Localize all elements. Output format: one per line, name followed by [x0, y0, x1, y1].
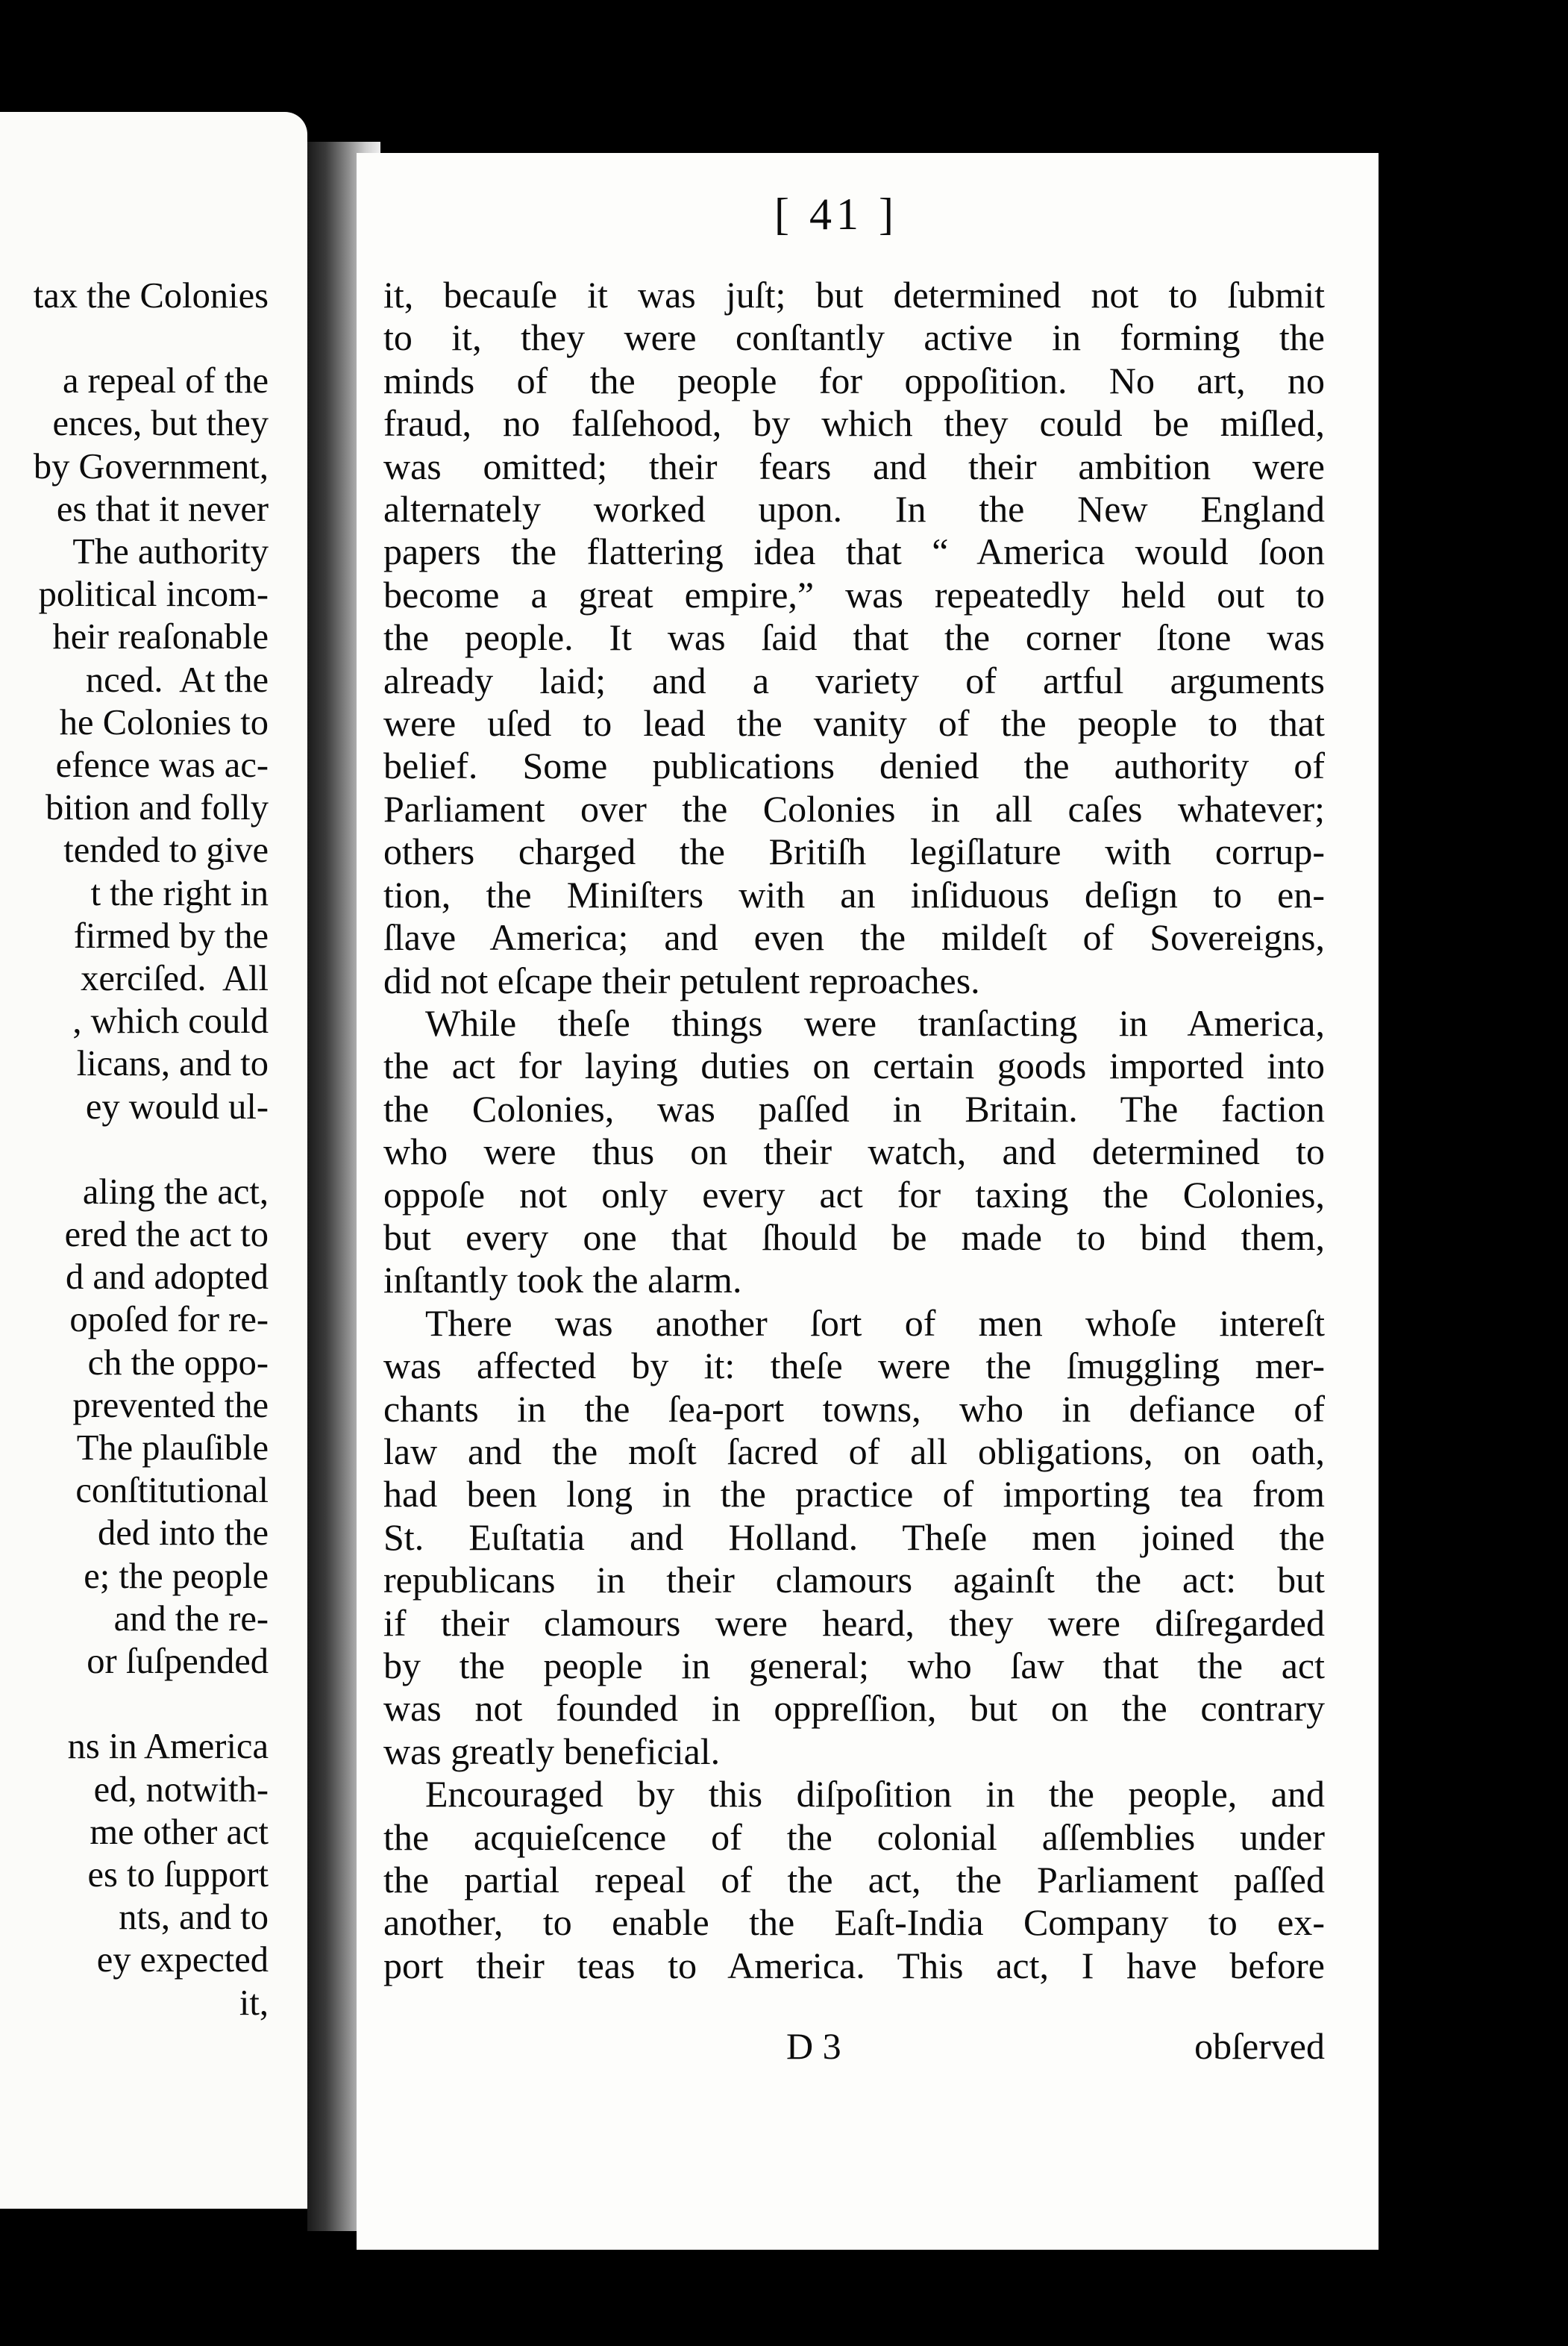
- blank-line: [34, 1128, 269, 1171]
- text-line: law and the moſt ſacred of all obligations, on oath,: [383, 1430, 1325, 1472]
- left-page-text: [34, 275, 269, 2024]
- left-page-line: nced. At the: [85, 660, 269, 700]
- text-line: the act for laying duties on certain goods imported into: [383, 1045, 1325, 1087]
- text-line: belief. Some publications denied the authority of: [383, 745, 1325, 787]
- text-line: the acquieſcence of the colonial aſſemblies under: [383, 1815, 1325, 1858]
- left-page-line: a repeal of the: [62, 361, 269, 401]
- text-line: was greatly beneficial.: [383, 1730, 721, 1772]
- text-line: was not founded in oppreſſion, but on the contrary: [383, 1687, 1325, 1730]
- text-line: chants in the ſea-port towns, who in defiance of: [383, 1387, 1325, 1430]
- text-line: another, to enable the Eaſt-India Company to ex-: [383, 1901, 1325, 1944]
- text-line: While theſe things were tranſacting in America,: [425, 1001, 1325, 1044]
- text-line: already laid; and a variety of artful arguments: [383, 659, 1325, 701]
- text-line: inſtantly took the alarm.: [383, 1259, 742, 1301]
- text-line: ſlave America; and even the mildeſt of Sovereigns,: [383, 916, 1325, 959]
- left-page-line: ns in America: [67, 1727, 269, 1767]
- left-page-line: d and adopted: [65, 1257, 269, 1298]
- text-line: were uſed to lead the vanity of the people to that: [383, 702, 1325, 745]
- left-page-line: ered the act to: [64, 1215, 269, 1255]
- left-facing-page: [0, 112, 307, 2209]
- left-page-line: ch the oppo-: [87, 1342, 269, 1383]
- left-page-line: firmed by the: [73, 916, 269, 956]
- left-page-line: , which could: [72, 1001, 269, 1042]
- left-page-line: es to ſupport: [87, 1854, 269, 1895]
- page-number: [ 41 ]: [774, 190, 898, 239]
- left-page-line: ey would ul-: [85, 1086, 269, 1127]
- left-page-line: aling the act,: [82, 1172, 269, 1212]
- signature-mark: D 3: [786, 2025, 841, 2067]
- left-page-line: xerciſed. All: [81, 959, 269, 999]
- blank-line: [34, 317, 269, 360]
- left-page-line: me other act: [90, 1812, 269, 1852]
- text-line: was omitted; their fears and their ambition were: [383, 445, 1325, 487]
- left-page-line: t the right in: [90, 873, 269, 913]
- left-page-line: es that it never: [56, 489, 269, 529]
- text-line: minds of the people for oppoſition. No art, no: [383, 359, 1325, 401]
- left-page-line: prevented the: [72, 1385, 269, 1425]
- left-page-line: The plauſible: [76, 1428, 269, 1468]
- left-page-line: conſtitutional: [75, 1471, 269, 1511]
- left-page-line: efence was ac-: [55, 745, 269, 786]
- right-page: [357, 153, 1379, 2250]
- text-line: oppoſe not only every act for taxing the Colonies,: [383, 1173, 1325, 1216]
- text-line: did not eſcape their petulent reproaches.: [383, 959, 980, 1001]
- left-page-line: tended to give: [63, 831, 269, 871]
- left-page-line: political incom-: [38, 575, 269, 615]
- text-line: tion, the Miniſters with an inſiduous deſign to en-: [383, 873, 1325, 916]
- left-page-line: The authority: [72, 532, 269, 572]
- left-page-line: and the re-: [113, 1598, 269, 1639]
- text-line: the Colonies, was paſſed in Britain. The faction: [383, 1087, 1325, 1130]
- catchword: obſerved: [1194, 2025, 1325, 2067]
- left-page-line: by Government,: [33, 446, 269, 487]
- text-line: republicans in their clamours againſt the act: but: [383, 1559, 1325, 1601]
- text-line: the partial repeal of the act, the Parliament paſſed: [383, 1859, 1325, 1901]
- text-line: had been long in the practice of importing tea from: [383, 1473, 1325, 1515]
- left-page-line: opoſed for re-: [69, 1300, 269, 1340]
- text-line: fraud, no falſehood, by which they could be miſled,: [383, 402, 1325, 445]
- left-page-line: ded into the: [98, 1513, 269, 1554]
- left-page-line: e; the people: [84, 1556, 269, 1596]
- text-line: There was another ſort of men whoſe intereſt: [425, 1301, 1325, 1344]
- left-page-line: ey expected: [96, 1940, 269, 1980]
- left-page-line: heir reaſonable: [52, 617, 269, 657]
- page-footer: [383, 2024, 1325, 2069]
- text-line: if their clamours were heard, they were diſregarded: [383, 1601, 1325, 1644]
- left-page-line: licans, and to: [76, 1044, 269, 1084]
- left-page-line: ences, but they: [52, 404, 269, 444]
- text-line: papers the flattering idea that “ America would ſoon: [383, 531, 1325, 573]
- left-page-line: he Colonies to: [59, 702, 269, 742]
- body-text: [383, 274, 1325, 1987]
- left-page-line: ed, notwith-: [93, 1769, 269, 1809]
- text-line: by the people in general; who ſaw that the act: [383, 1645, 1325, 1686]
- left-page-line: it,: [239, 1983, 269, 2023]
- text-line: become a great empire,” was repeatedly held out to: [383, 573, 1325, 616]
- text-line: the people. It was ſaid that the corner ſtone was: [383, 616, 1325, 659]
- text-line: it, becauſe it was juſt; but determined not to ſubmit: [383, 274, 1325, 316]
- text-line: alternately worked upon. In the New England: [383, 488, 1325, 531]
- text-line: but every one that ſhould be made to bind them,: [383, 1216, 1325, 1258]
- left-page-line: tax the Colonies: [33, 276, 269, 316]
- text-line: was affected by it: theſe were the ſmuggling mer-: [383, 1345, 1325, 1387]
- text-line: Encouraged by this diſpoſition in the people, and: [425, 1773, 1325, 1815]
- text-line: others charged the Britiſh legiſlature with corrup-: [383, 831, 1325, 873]
- blank-line: [34, 1683, 269, 1725]
- left-page-line: nts, and to: [119, 1898, 269, 1938]
- text-line: who were thus on their watch, and determined to: [383, 1130, 1325, 1173]
- text-line: to it, they were conſtantly active in forming the: [383, 316, 1325, 359]
- text-line: St. Euſtatia and Holland. Theſe men joined the: [383, 1515, 1325, 1558]
- left-page-line: bition and folly: [45, 788, 269, 828]
- text-line: port their teas to America. This act, I have before: [383, 1944, 1325, 1986]
- left-page-line: or ſuſpended: [87, 1642, 269, 1682]
- text-line: Parliament over the Colonies in all caſes whatever;: [383, 787, 1325, 830]
